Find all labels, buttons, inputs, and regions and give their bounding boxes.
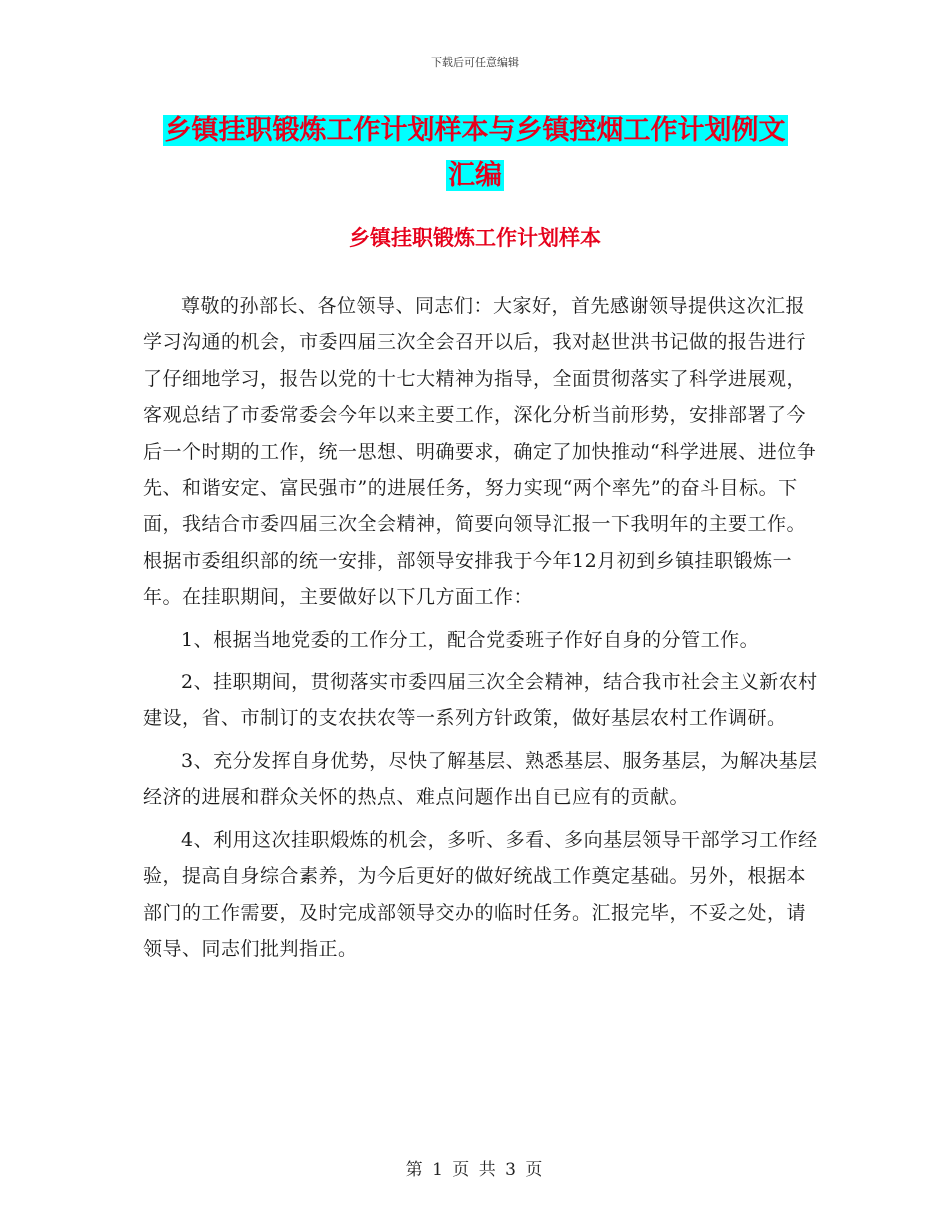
page-number-footer: 第 1 页 共 3 页 — [405, 1160, 545, 1180]
paragraph-intro: 尊敬的孙部长、各位领导、同志们：大家好，首先感谢领导提供这次汇报学习沟通的机会，市委四届三次全会召开以后，我对赵世洪书记做的报告进行了仔细地学习，报告以党的十七大精神为指导，全面贯彻落实了科学进展观，客观总结了市委常委会今年以来主要工作，深化分析当前形势，安排部署了今后一个时期的工作，统一思想、明确要求，确定了加快推动“科学进展、进位争先、和谐安定、富民强市”的进展任务，努力实现“两个率先”的奋斗目标。下面，我结合市委四届三次全会精神，简要向领导汇报一下我明年的主要工作。根据市委组织部的统一安排，部领导安排我于今年12月初到乡镇挂职锻炼一年。在挂职期间，主要做好以下几方面工作： — [143, 295, 817, 609]
paragraph-item-2: 2、挂职期间，贯彻落实市委四届三次全会精神，结合我市社会主义新农村建设，省、市制订的支农扶农等一系列方针政策，做好基层农村工作调研。 — [143, 671, 818, 730]
document-title-line2: 汇编 — [448, 160, 502, 191]
paragraph-item-4: 4、利用这次挂职煅炼的机会，多听、多看、多向基层领导干部学习工作经验，提高自身综合素养，为今后更好的做好统战工作奠定基础。另外，根据本部门的工作需要，及时完成部领导交办的临时任务。汇报完毕，不妥之处，请领导、同志们批判指正。 — [143, 828, 818, 960]
header-note: 下载后可任意编辑 — [431, 56, 519, 69]
section-title: 乡镇挂职锻炼工作计划样本 — [349, 226, 601, 250]
document-title-line1: 乡镇挂职锻炼工作计划样本与乡镇控烟工作计划例文 — [164, 115, 786, 146]
document-body — [143, 288, 823, 967]
document-title — [143, 108, 807, 198]
paragraph-item-3: 3、充分发挥自身优势，尽快了解基层、熟悉基层、服务基层，为解决基层经济的进展和群众关怀的热点、难点问题作出自已应有的贡献。 — [143, 749, 818, 809]
paragraph-item-1: 1、根据当地党委的工作分工，配合党委班子作好自身的分管工作。 — [181, 628, 760, 651]
